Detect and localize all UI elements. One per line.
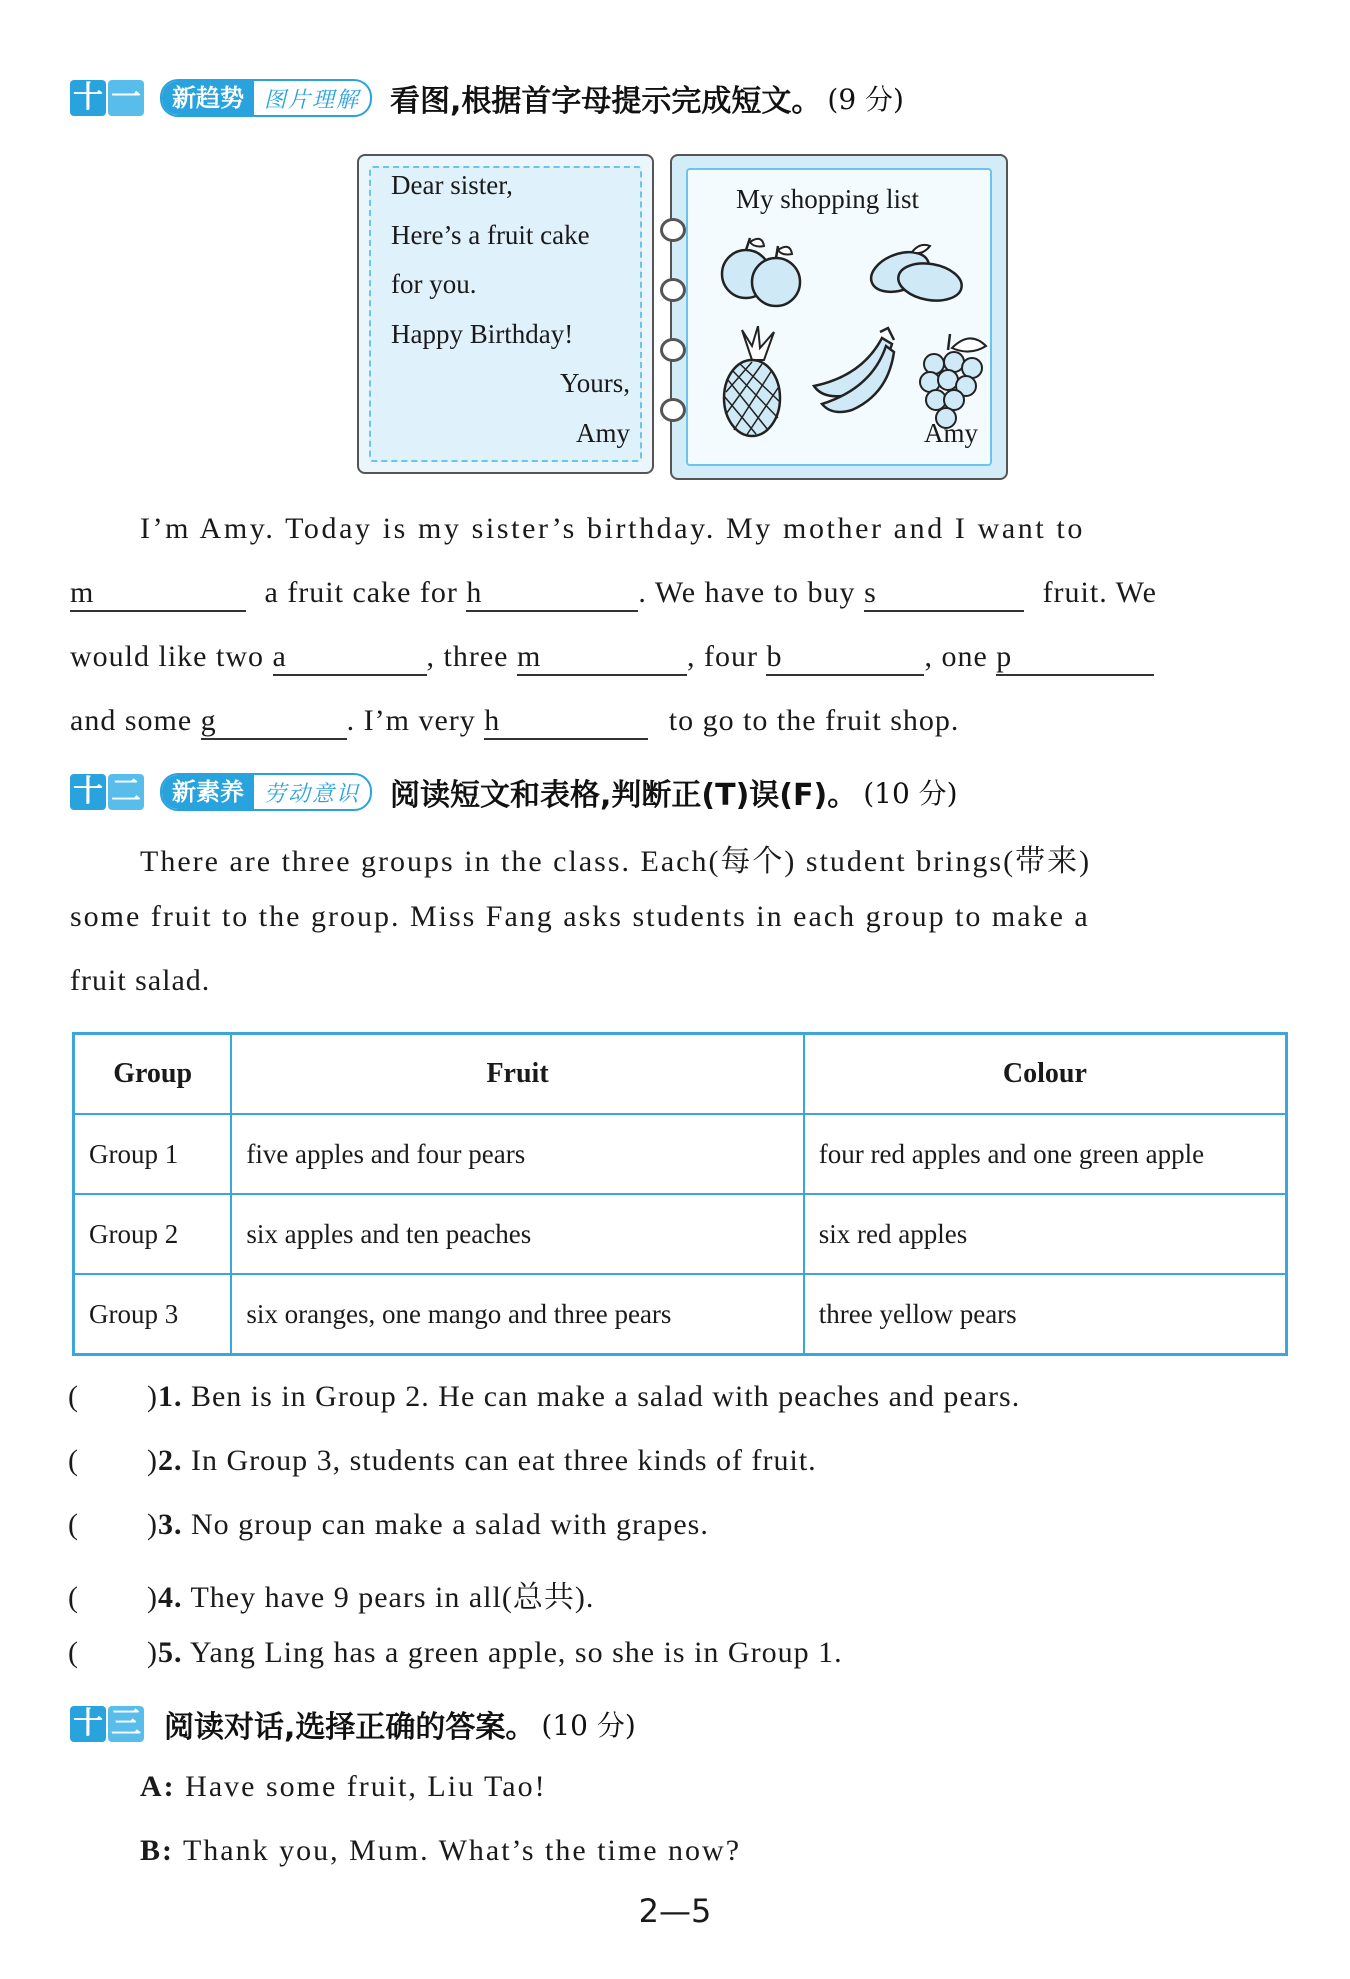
dialogue-text: Have some fruit, Liu Tao! bbox=[185, 1770, 547, 1803]
question-2 bbox=[68, 1444, 817, 1478]
passage-text: fruit. We bbox=[1042, 576, 1157, 609]
column-header: Fruit bbox=[231, 1034, 803, 1115]
passage-line-3 bbox=[70, 640, 1295, 676]
answer-parenthesis[interactable]: ( ) bbox=[68, 1581, 158, 1614]
trend-tag bbox=[160, 79, 372, 117]
section-title: 阅读短文和表格,判断正(T)误(F)。 bbox=[390, 778, 858, 813]
section-number: 三 bbox=[108, 1706, 144, 1742]
blank-field[interactable] bbox=[466, 576, 638, 612]
dialogue-line-a bbox=[140, 1770, 1350, 1804]
page-number: 2—5 bbox=[638, 1892, 712, 1930]
dialogue-text: Thank you, Mum. What’s the time now? bbox=[182, 1834, 742, 1867]
initial-letter: h bbox=[484, 704, 501, 737]
passage-text: would like two bbox=[70, 640, 264, 673]
passage-text: to go to the fruit shop. bbox=[668, 704, 960, 737]
table-row bbox=[74, 1194, 1287, 1274]
question-number: 3. bbox=[157, 1508, 183, 1541]
section-title: 看图,根据首字母提示完成短文。 bbox=[390, 84, 822, 119]
table-cell: Group 3 bbox=[74, 1274, 232, 1355]
answer-parenthesis[interactable]: ( ) bbox=[68, 1636, 158, 1669]
passage-text: , one bbox=[924, 640, 988, 673]
pineapple-icon bbox=[712, 326, 792, 441]
intro-line: some fruit to the group. Miss Fang asks students in each group to make a bbox=[70, 900, 1090, 933]
question-text: No group can make a salad with grapes. bbox=[190, 1508, 709, 1541]
shopping-list-notebook bbox=[670, 154, 1008, 480]
tag-sub: 劳动意识 bbox=[264, 781, 361, 807]
tag-main: 新素养 bbox=[162, 775, 254, 809]
list-signature: Amy bbox=[924, 418, 978, 448]
tag-sub: 图片理解 bbox=[264, 87, 361, 113]
initial-letter: m bbox=[70, 576, 95, 609]
card-greeting: Dear sister, bbox=[391, 170, 513, 200]
answer-parenthesis[interactable]: ( ) bbox=[68, 1380, 158, 1413]
blank-field[interactable] bbox=[201, 704, 347, 740]
question-number: 2. bbox=[157, 1444, 183, 1477]
question-1 bbox=[68, 1380, 1020, 1414]
speaker-label: B: bbox=[140, 1834, 174, 1867]
card-line: Happy Birthday! bbox=[391, 319, 574, 349]
question-text: Yang Ling has a green apple, so she is in Group 1. bbox=[189, 1636, 843, 1669]
ring-icon bbox=[660, 218, 686, 242]
passage-text: , four bbox=[686, 640, 758, 673]
literacy-tag bbox=[160, 773, 372, 811]
section-number: 一 bbox=[108, 80, 144, 116]
section-11-header bbox=[70, 78, 904, 118]
question-3 bbox=[68, 1508, 709, 1542]
birthday-card bbox=[357, 154, 654, 474]
mangoes-icon bbox=[860, 238, 970, 314]
passage-text: and some bbox=[70, 704, 193, 737]
table-cell: five apples and four pears bbox=[231, 1114, 803, 1194]
speaker-label: A: bbox=[140, 1770, 176, 1803]
initial-letter: m bbox=[516, 640, 542, 673]
table-cell: six oranges, one mango and three pears bbox=[231, 1274, 803, 1355]
section-13-header bbox=[70, 1704, 636, 1744]
question-text: Ben is in Group 2. He can make a salad with peaches and pears. bbox=[190, 1380, 1021, 1413]
question-number: 5. bbox=[157, 1636, 183, 1669]
initial-letter: g bbox=[200, 704, 217, 737]
blank-field[interactable] bbox=[484, 704, 648, 740]
bananas-icon bbox=[802, 326, 902, 426]
question-text: They have 9 pears in all(总共). bbox=[190, 1581, 595, 1614]
card-signature: Amy bbox=[576, 418, 630, 448]
section-title: 阅读对话,选择正确的答案。 bbox=[164, 1710, 536, 1745]
passage-line-2 bbox=[70, 576, 1295, 612]
section-score: (9 分) bbox=[827, 83, 904, 116]
initial-letter: a bbox=[272, 640, 287, 673]
apples-icon bbox=[714, 234, 814, 314]
answer-parenthesis[interactable]: ( ) bbox=[68, 1508, 158, 1541]
section-number: 十 bbox=[70, 80, 106, 116]
ring-icon bbox=[660, 338, 686, 362]
column-header: Group bbox=[74, 1034, 232, 1115]
passage-text: . We have to buy bbox=[638, 576, 856, 609]
passage-line-4 bbox=[70, 704, 1295, 740]
passage-text: . I’m very bbox=[346, 704, 476, 737]
answer-parenthesis[interactable]: ( ) bbox=[68, 1444, 158, 1477]
fruit-table bbox=[72, 1032, 1288, 1356]
section-number: 十 bbox=[70, 1706, 106, 1742]
tag-main: 新趋势 bbox=[162, 81, 254, 115]
passage-text: a fruit cake for bbox=[264, 576, 458, 609]
question-5 bbox=[68, 1636, 843, 1670]
card-line: Here’s a fruit cake bbox=[391, 220, 590, 250]
ring-icon bbox=[660, 278, 686, 302]
blank-field[interactable] bbox=[996, 640, 1154, 676]
table-cell: six apples and ten peaches bbox=[231, 1194, 803, 1274]
table-cell: four red apples and one green apple bbox=[804, 1114, 1287, 1194]
initial-letter: s bbox=[864, 576, 877, 609]
table-header-row bbox=[74, 1034, 1287, 1115]
table-cell: six red apples bbox=[804, 1194, 1287, 1274]
table-cell: Group 1 bbox=[74, 1114, 232, 1194]
initial-letter: b bbox=[766, 640, 783, 673]
blank-field[interactable] bbox=[273, 640, 427, 676]
blank-field[interactable] bbox=[70, 576, 246, 612]
passage-line-1: I’m Amy. Today is my sister’s birthday. My mother and I want to bbox=[140, 512, 1085, 545]
list-title: My shopping list bbox=[736, 184, 920, 214]
passage-text: , three bbox=[426, 640, 509, 673]
ring-icon bbox=[660, 398, 686, 422]
section-score: (10 分) bbox=[863, 777, 958, 810]
blank-field[interactable] bbox=[864, 576, 1024, 612]
intro-line: fruit salad. bbox=[70, 964, 211, 997]
blank-field[interactable] bbox=[766, 640, 924, 676]
section-number: 二 bbox=[108, 774, 144, 810]
section-number: 十 bbox=[70, 774, 106, 810]
table-row bbox=[74, 1114, 1287, 1194]
dialogue-line-b bbox=[140, 1834, 1350, 1868]
question-number: 4. bbox=[157, 1581, 183, 1614]
blank-field[interactable] bbox=[517, 640, 687, 676]
question-4 bbox=[68, 1572, 594, 1616]
question-text: In Group 3, students can eat three kinds of fruit. bbox=[190, 1444, 817, 1477]
question-number: 1. bbox=[157, 1380, 183, 1413]
initial-letter: h bbox=[466, 576, 483, 609]
table-cell: three yellow pears bbox=[804, 1274, 1287, 1355]
table-row bbox=[74, 1274, 1287, 1355]
section-score: (10 分) bbox=[541, 1709, 636, 1742]
card-line: for you. bbox=[391, 269, 477, 299]
initial-letter: p bbox=[996, 640, 1013, 673]
card-closing: Yours, bbox=[559, 368, 630, 398]
column-header: Colour bbox=[804, 1034, 1287, 1115]
intro-line: There are three groups in the class. Each(每个) student brings(带来) bbox=[140, 845, 1092, 878]
section-12-header bbox=[70, 772, 958, 812]
table-cell: Group 2 bbox=[74, 1194, 232, 1274]
